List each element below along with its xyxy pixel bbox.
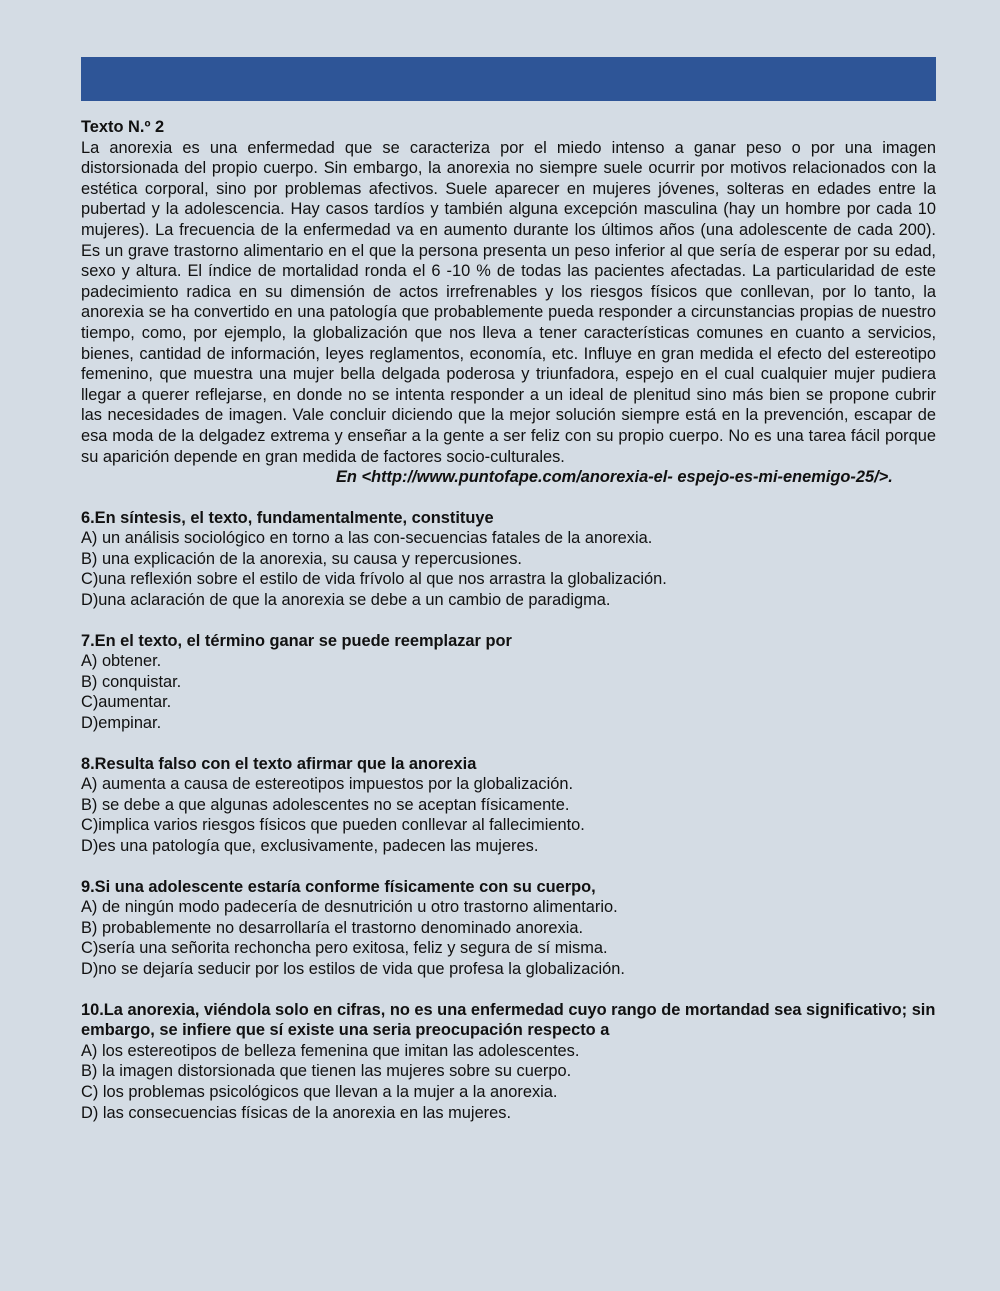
question-9: [81, 877, 936, 980]
option-a: A) aumenta a causa de estereotipos impuestos por la globalización.: [81, 775, 574, 794]
text-title: Texto N.º 2: [81, 118, 165, 136]
option-a: A) de ningún modo padecería de desnutrición u otro trastorno alimentario.: [81, 898, 618, 917]
header-bar: [81, 57, 936, 101]
question-stem: 9.Si una adolescente estaría conforme físicamente con su cuerpo,: [81, 877, 596, 896]
question-8: [81, 754, 936, 857]
option-b: B) conquistar.: [81, 672, 182, 691]
option-d: D) las consecuencias físicas de la anorexia en las mujeres.: [81, 1103, 512, 1122]
question-stem: 7.En el texto, el término ganar se puede reemplazar por: [81, 631, 512, 650]
option-d: D)es una patología que, exclusivamente, padecen las mujeres.: [81, 837, 539, 855]
option-c: C) los problemas psicológicos que llevan a la mujer a la anorexia.: [81, 1082, 558, 1101]
reading-passage: La anorexia es una enfermedad que se caracteriza por el miedo intenso a ganar peso o por una imagen distorsionada del propio cuerpo. Sin embargo, la anorexia no siempre suele ocurrir por motivos relacionados con la estética corporal, sino por problemas afectivos. Suele aparecer en mujeres jóvenes, solteras en edades entre la pubertad y la adolescencia. Hay casos tardíos y también alguna excepción masculina (hay un hombre por cada 10 mujeres). La frecuencia de la enfermedad va en aumento durante los últimos años (una adolescente de cada 200). Es un grave trastorno alimentario en el que la persona presenta un peso inferior al que sería de esperar por su edad, sexo y altura. El índice de mortalidad ronda el 6 -10 % de todas las pacientes afectadas. La particularidad de este padecimiento radica en su dimensión de actos irrefrenables y los riesgos físicos que conllevan, por lo tanto, la anorexia se ha convertido en una patología que probablemente pueda responder a circunstancias propias de nuestro tiempo, como, por ejemplo, la globalización que nos lleva a tener características comunes en cuanto a servicios, bienes, cantidad de información, leyes reglamentos, economía, etc. Influye en gran medida el efecto del estereotipo femenino, que muestra una mujer bella delgada poderosa y triunfadora, espejo en el cual cualquier mujer pudiera llegar a querer reflejarse, en donde no se intenta responder a un ideal de plenitud sino más bien se propone cubrir las necesidades de imagen. Vale concluir diciendo que la mejor solución siempre está en la prevención, escapar de esa moda de la delgadez extrema y enseñar a la gente a ser feliz con su propio cuerpo. No es una tarea fácil porque su aparición depende en gran medida de factores socio-culturales.: [81, 138, 936, 466]
option-a: A) los estereotipos de belleza femenina que imitan las adolescentes.: [81, 1041, 580, 1060]
option-c: C)una reflexión sobre el estilo de vida frívolo al que nos arrastra la globalización.: [81, 570, 667, 589]
option-d: D)una aclaración de que la anorexia se debe a un cambio de paradigma.: [81, 591, 611, 610]
option-c: C)aumentar.: [81, 693, 172, 712]
option-b: B) probablemente no desarrollaría el trastorno denominado anorexia.: [81, 918, 584, 937]
option-b: B) una explicación de la anorexia, su causa y repercusiones.: [81, 549, 522, 568]
question-stem: 6.En síntesis, el texto, fundamentalmente, constituye: [81, 508, 494, 527]
option-d: D)no se dejaría seducir por los estilos de vida que profesa la globalización.: [81, 959, 625, 978]
source-citation: En <http://www.puntofape.com/anorexia-el- espejo-es-mi-enemigo-25/>.: [336, 468, 893, 487]
question-6: [81, 508, 936, 611]
option-d: D)empinar.: [81, 714, 162, 733]
question-stem: 8.Resulta falso con el texto afirmar que la anorexia: [81, 754, 477, 773]
question-10: [81, 1000, 936, 1124]
option-a: A) obtener.: [81, 652, 162, 671]
option-b: B) se debe a que algunas adolescentes no se aceptan físicamente.: [81, 795, 570, 814]
option-c: C)implica varios riesgos físicos que pueden conllevar al fallecimiento.: [81, 816, 585, 835]
option-c: C)sería una señorita rechoncha pero exitosa, feliz y segura de sí misma.: [81, 939, 608, 958]
option-b: B) la imagen distorsionada que tienen las mujeres sobre su cuerpo.: [81, 1062, 572, 1081]
question-7: [81, 631, 936, 734]
question-stem: 10.La anorexia, viéndola solo en cifras, no es una enfermedad cuyo rango de mortandad sea significativo; sin embargo, se infiere que sí existe una seria preocupación respecto a: [81, 1000, 936, 1040]
document-content: [81, 117, 936, 1123]
option-a: A) un análisis sociológico en torno a las con-secuencias fatales de la anorexia.: [81, 529, 653, 548]
